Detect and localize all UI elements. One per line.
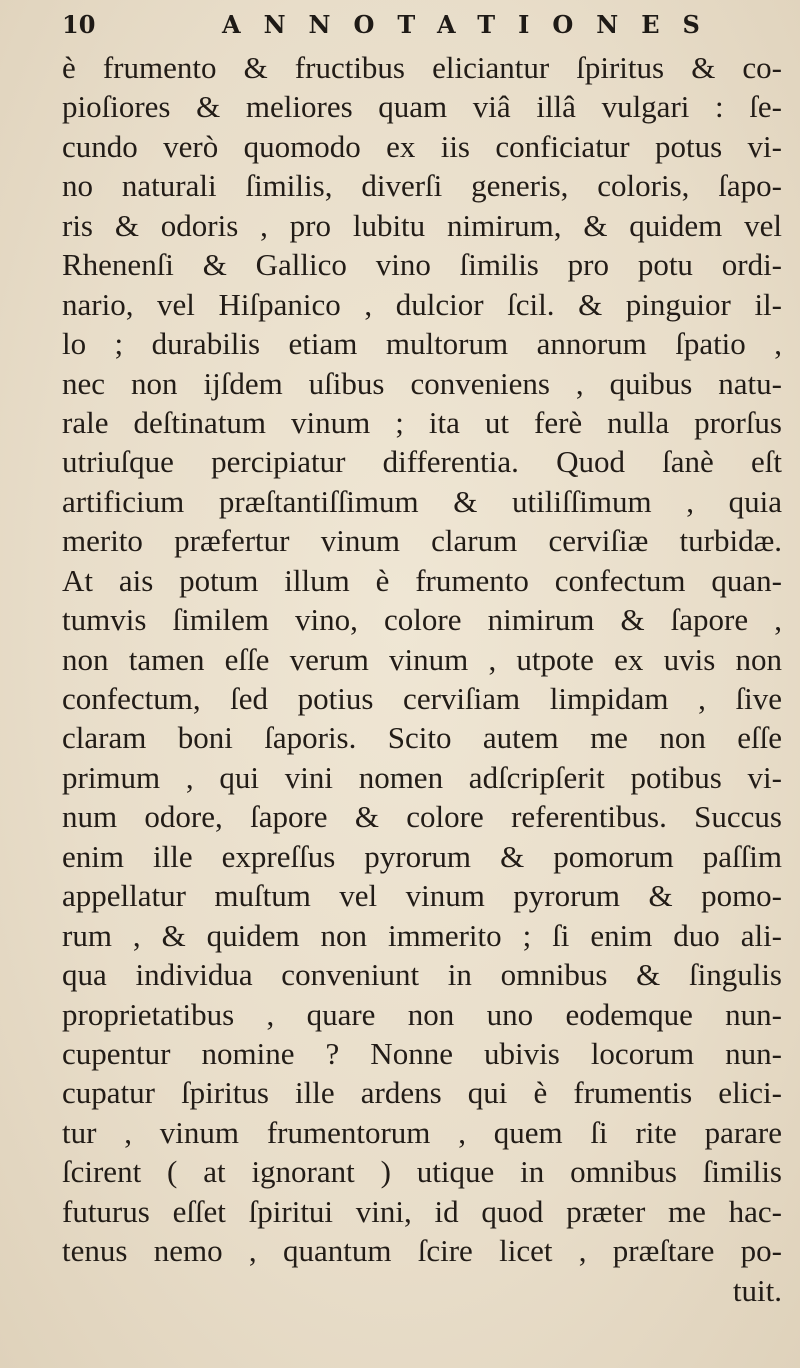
text-line: claram boni ſaporis. Scito autem me non eſſe: [62, 720, 782, 756]
text-line: num odore, ſapore & colore referentibus. Succus: [62, 799, 782, 835]
page-number: 10: [62, 10, 96, 39]
text-line: utriuſque percipiatur differentia. Quod ſanè eſt: [62, 444, 782, 480]
text-line: tenus nemo , quantum ſcire licet , præſtare po-: [62, 1233, 782, 1269]
text-line: tuit.: [732, 1272, 782, 1308]
text-line: ſcirent ( at ignorant ) utique in omnibus ſimilis: [62, 1154, 782, 1190]
running-head: ANNOTATIONES: [222, 10, 723, 39]
text-line: ris & odoris , pro lubitu nimirum, & quidem vel: [62, 207, 782, 243]
text-line: futurus eſſet ſpiritui vini, id quod præter me hac-: [62, 1193, 782, 1229]
text-line: At ais potum illum è frumento confectum quan-: [62, 562, 782, 598]
page-header: [62, 6, 782, 46]
text-line: no naturali ſimilis, diverſi generis, coloris, ſapo-: [62, 168, 782, 204]
text-line: rale deſtinatum vinum ; ita ut ferè nulla prorſus: [62, 404, 782, 440]
text-line: artificium præſtantiſſimum & utiliſſimum , quia: [62, 483, 782, 519]
text-line: lo ; durabilis etiam multorum annorum ſpatio ,: [62, 326, 782, 362]
text-line: cupentur nomine ? Nonne ubivis locorum nun-: [62, 1035, 782, 1071]
text-line: non tamen eſſe verum vinum , utpote ex uvis non: [62, 641, 782, 677]
text-line: confectum, ſed potius cerviſiam limpidam , ſive: [62, 681, 782, 716]
text-line: Rhenenſi & Gallico vino ſimilis pro potu ordi-: [62, 247, 782, 283]
text-line: merito præfertur vinum clarum cerviſiæ turbidæ.: [62, 523, 782, 559]
text-line: nario, vel Hiſpanico , dulcior ſcil. & pinguior il-: [62, 286, 782, 322]
text-line: tur , vinum frumentorum , quem ſi rite parare: [62, 1114, 782, 1150]
text-line: tumvis ſimilem vino, colore nimirum & ſapore ,: [62, 602, 782, 638]
text-line: pioſiores & meliores quam viâ illâ vulgari : ſe-: [62, 89, 782, 125]
text-line: rum , & quidem non immerito ; ſi enim duo ali-: [62, 917, 782, 953]
text-line: cupatur ſpiritus ille ardens qui è frumentis elici-: [62, 1075, 782, 1111]
body-text: [62, 48, 782, 1310]
text-line: proprietatibus , quare non uno eodemque nun-: [62, 996, 782, 1032]
text-line: appellatur muſtum vel vinum pyrorum & pomo-: [62, 878, 782, 914]
text-line: qua individua conveniunt in omnibus & ſingulis: [62, 957, 782, 993]
text-line: nec non ijſdem uſibus conveniens , quibus natu-: [62, 365, 782, 401]
text-line: enim ille expreſſus pyrorum & pomorum paſſim: [62, 838, 782, 874]
text-line: primum , qui vini nomen adſcripſerit potibus vi-: [62, 759, 782, 795]
text-line: cundo verò quomodo ex iis conficiatur potus vi-: [62, 128, 782, 164]
text-line: è frumento & fructibus eliciantur ſpiritus & co-: [62, 50, 782, 85]
